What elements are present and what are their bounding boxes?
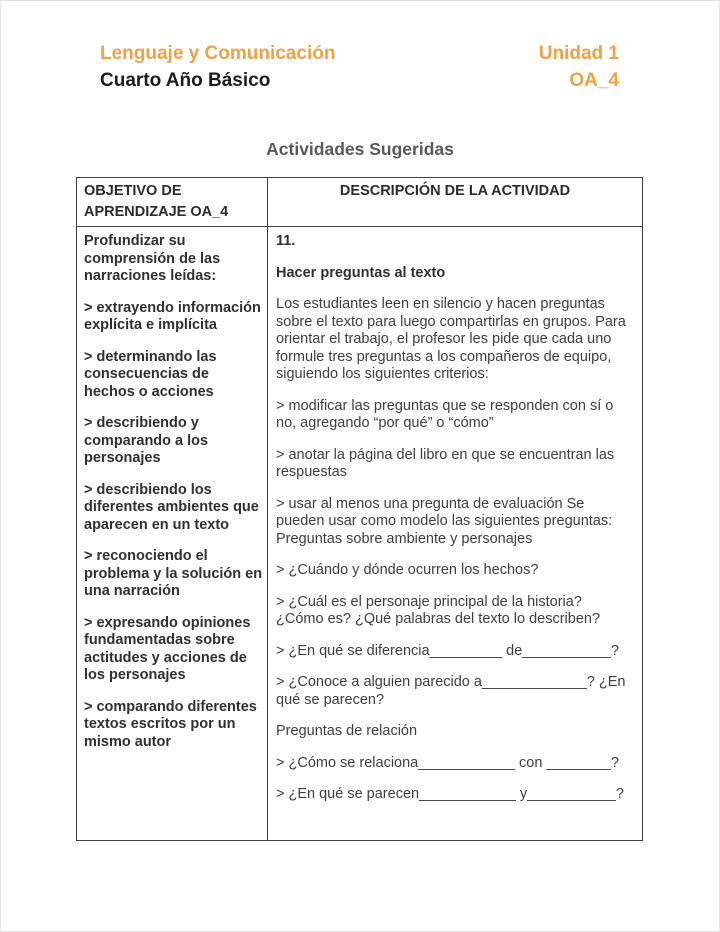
activity-paragraph: > ¿Cuándo y dónde ocurren los hechos? [276, 562, 539, 578]
header-right-block [539, 40, 619, 94]
objective-column-header: OBJETIVO DE APRENDIZAJE OA_4 [77, 178, 268, 227]
objective-item: > describiendo los diferentes ambientes que aparecen en un texto [84, 481, 259, 533]
page-title: Actividades Sugeridas [266, 139, 454, 159]
activity-paragraph: > ¿En qué se parecen____________ y___________? [276, 786, 624, 802]
objective-item: > expresando opiniones fundamentadas sobre actitudes y acciones de los personajes [84, 614, 251, 683]
activity-paragraph: Los estudiantes leen en silencio y hacen preguntas sobre el texto para luego compartirlas en grupos. Para orientar el trabajo, el profesor les pide que cada uno formule tres preguntas a los compañeros de equipo, siguiendo los siguientes criterios: [276, 296, 626, 382]
unit-label: Unidad 1 [538, 43, 619, 64]
objective-item: > describiendo y comparando a los personajes [84, 415, 209, 466]
document-header [100, 40, 619, 94]
objective-item: > extrayendo información explícita e implícita [84, 299, 261, 333]
objective-item: > determinando las consecuencias de hechos o acciones [84, 348, 217, 400]
subject-title: Lenguaje y Comunicación [100, 43, 336, 64]
activities-table [76, 177, 643, 841]
objective-item: > reconociendo el problema y la solución en una narración [84, 548, 263, 599]
activity-paragraph: Preguntas de relación [276, 723, 418, 739]
activity-paragraph: > usar al menos una pregunta de evaluación Se pueden usar como modelo las siguientes preguntas: Preguntas sobre ambiente y personajes [276, 495, 613, 547]
activity-paragraph: > ¿Cómo se relaciona____________ con ________? [276, 754, 620, 771]
objective-item: > comparando diferentes textos escritos por un mismo autor [84, 698, 257, 750]
oa-label: OA_4 [569, 70, 619, 91]
objective-cell [77, 227, 268, 841]
grade-title: Cuarto Año Básico [100, 70, 271, 91]
activity-title: Hacer preguntas al texto [276, 264, 446, 281]
activity-paragraph: > modificar las preguntas que se responden con sí o no, agregando “por qué” o “cómo” [276, 397, 614, 431]
activity-paragraphs [276, 296, 632, 804]
objective-item: Profundizar su comprensión de las narraciones leídas: [84, 233, 221, 284]
description-column-header: DESCRIPCIÓN DE LA ACTIVIDAD [268, 178, 643, 227]
activity-paragraph: > ¿En qué se diferencia_________ de___________? [276, 642, 620, 659]
activity-cell [268, 227, 643, 841]
header-left-block [100, 40, 335, 94]
activity-paragraph: > ¿Conoce a alguien parecido a_____________? ¿En qué se parecen? [276, 674, 626, 708]
table-body-row [77, 227, 643, 841]
activity-number: 11. [276, 233, 296, 249]
activity-paragraph: > anotar la página del libro en que se encuentran las respuestas [276, 446, 615, 480]
activity-paragraph: > ¿Cuál es el personaje principal de la historia? ¿Cómo es? ¿Qué palabras del texto lo describen? [276, 593, 601, 627]
table-header-row [77, 178, 643, 227]
